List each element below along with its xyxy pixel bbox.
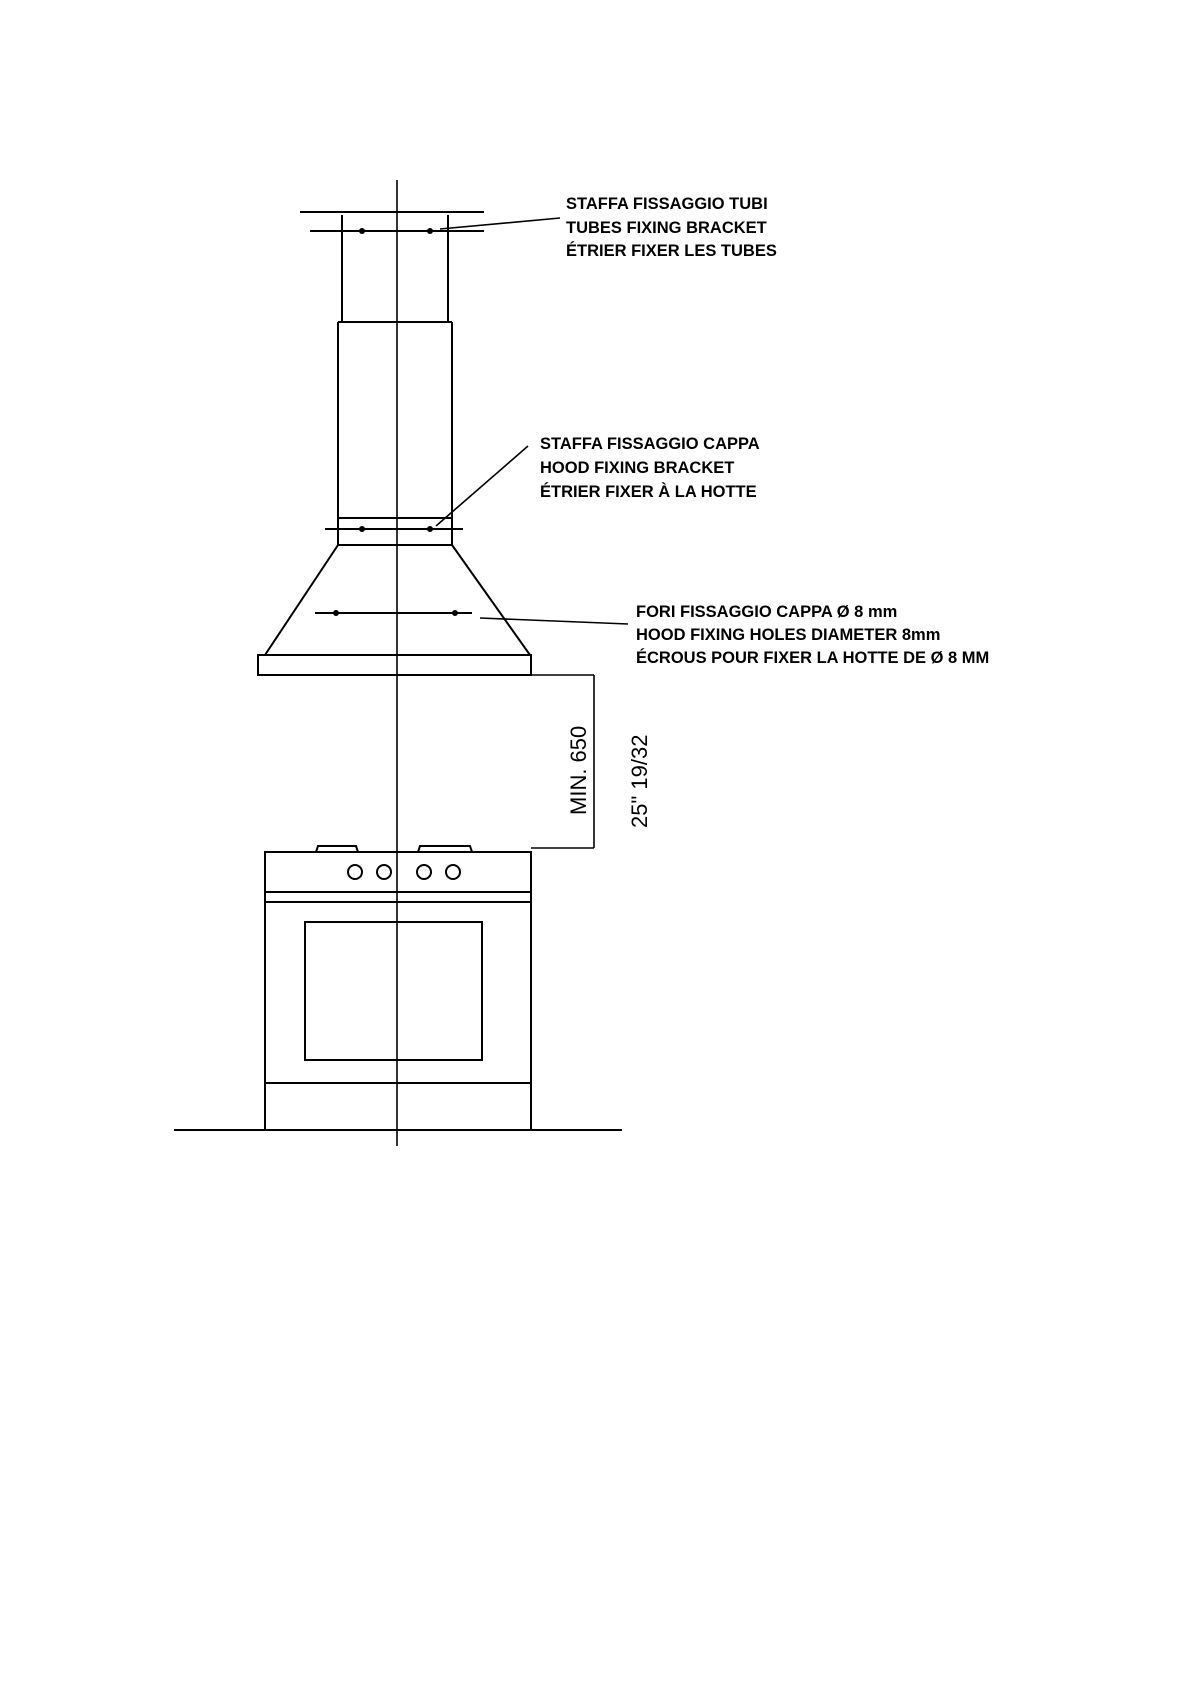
leader-hood-bracket bbox=[436, 446, 528, 526]
callout-tubes-bracket-fr: ÉTRIER FIXER LES TUBES bbox=[566, 242, 777, 260]
callout-hood-holes-it: FORI FISSAGGIO CAPPA Ø 8 mm bbox=[636, 603, 898, 621]
dimension-imperial-label: 25" 19/32 bbox=[627, 734, 652, 828]
callout-hood-bracket-it: STAFFA FISSAGGIO CAPPA bbox=[540, 435, 760, 453]
bracket-screw-right bbox=[427, 228, 433, 234]
callout-hood-holes-en: HOOD FIXING HOLES DIAMETER 8mm bbox=[636, 626, 941, 644]
cooker-knob-4 bbox=[446, 865, 460, 879]
hood-body bbox=[258, 545, 531, 675]
oven-window bbox=[305, 922, 482, 1060]
hood-bottom-panel bbox=[258, 655, 531, 675]
lower-chimney-tube bbox=[338, 322, 452, 545]
callout-hood-holes-fr: ÉCROUS POUR FIXER LA HOTTE DE Ø 8 MM bbox=[636, 649, 990, 667]
hood-bracket-screw-right bbox=[427, 526, 433, 532]
hood-hole-left bbox=[333, 610, 339, 616]
callout-tubes-bracket-en: TUBES FIXING BRACKET bbox=[566, 219, 767, 237]
cooker-knob-1 bbox=[348, 865, 362, 879]
bracket-screw-left bbox=[359, 228, 365, 234]
cooker-knob-2 bbox=[377, 865, 391, 879]
leader-tubes-bracket bbox=[440, 218, 560, 229]
hood-bracket-screw-left bbox=[359, 526, 365, 532]
cooker-knob-3 bbox=[417, 865, 431, 879]
hood-hole-right bbox=[452, 610, 458, 616]
leader-hood-holes bbox=[480, 618, 628, 624]
dimension-metric-label: MIN. 650 bbox=[566, 725, 591, 815]
cooker-top-panel bbox=[265, 852, 531, 892]
callout-tubes-bracket-it: STAFFA FISSAGGIO TUBI bbox=[566, 195, 768, 213]
callout-hood-bracket-fr: ÉTRIER FIXER À LA HOTTE bbox=[540, 483, 757, 501]
hood-fixing-bracket bbox=[325, 518, 463, 545]
tubes-fixing-bracket bbox=[300, 212, 484, 234]
callout-hood-bracket-en: HOOD FIXING BRACKET bbox=[540, 459, 735, 477]
cooker bbox=[265, 846, 531, 1130]
